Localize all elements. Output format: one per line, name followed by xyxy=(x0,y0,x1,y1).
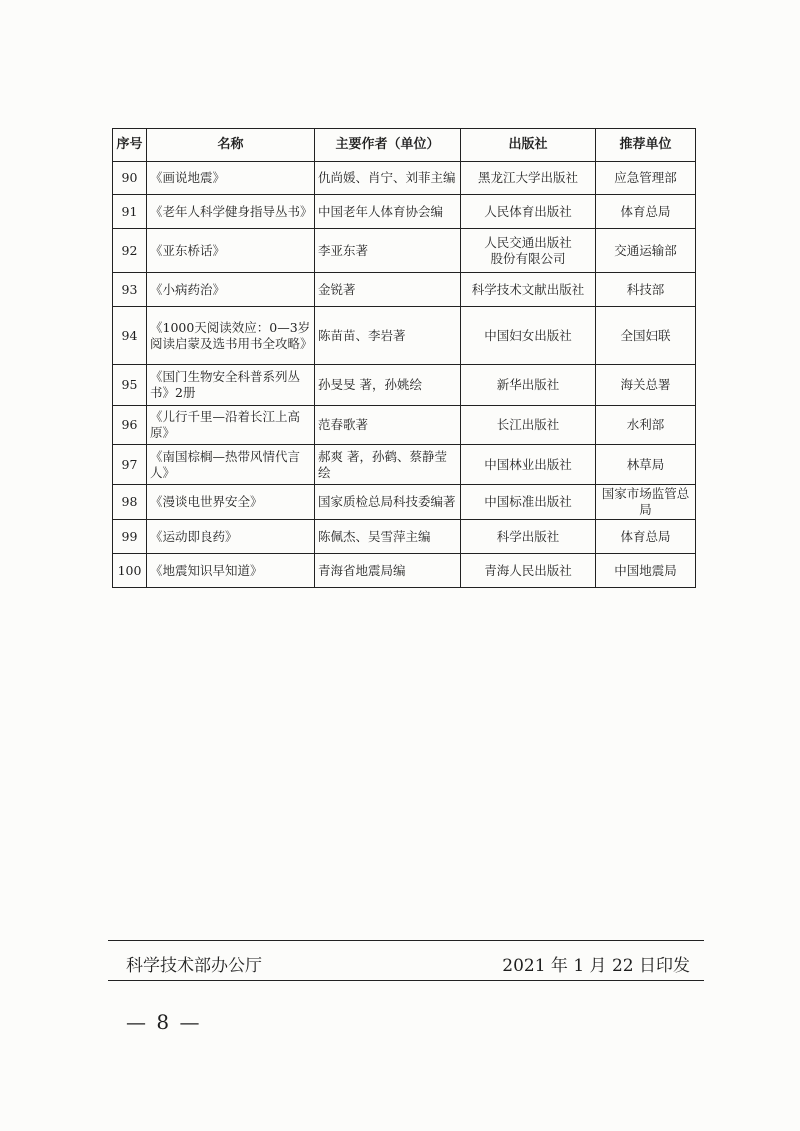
issue-date: 2021 年 1 月 22 日印发 xyxy=(502,956,690,976)
row-publisher: 中国标准出版社 xyxy=(461,485,596,520)
row-publisher: 科学出版社 xyxy=(461,520,596,554)
row-publisher: 人民交通出版社 股份有限公司 xyxy=(461,229,596,273)
table-row xyxy=(113,229,696,273)
row-author: 郝爽 著，孙鹤、蔡静莹绘 xyxy=(315,445,461,485)
row-recommender: 体育总局 xyxy=(596,195,696,229)
row-title: 《国门生物安全科普系列丛书》2册 xyxy=(147,365,315,406)
row-no: 98 xyxy=(113,485,147,520)
book-list-table-container xyxy=(112,128,695,588)
row-no: 100 xyxy=(113,554,147,588)
issuing-office: 科学技术部办公厅 xyxy=(126,956,262,976)
book-list-table xyxy=(112,128,696,588)
footer-divider-top xyxy=(108,940,704,941)
row-author: 金锐著 xyxy=(315,273,461,307)
row-title: 《老年人科学健身指导丛书》 xyxy=(147,195,315,229)
row-title: 《儿行千里—沿着长江上高原》 xyxy=(147,406,315,445)
row-author: 李亚东著 xyxy=(315,229,461,273)
table-row xyxy=(113,520,696,554)
row-recommender: 交通运输部 xyxy=(596,229,696,273)
row-title: 《漫谈电世界安全》 xyxy=(147,485,315,520)
row-publisher: 中国妇女出版社 xyxy=(461,307,596,365)
table-row xyxy=(113,445,696,485)
row-title: 《地震知识早知道》 xyxy=(147,554,315,588)
row-recommender: 科技部 xyxy=(596,273,696,307)
table-row xyxy=(113,273,696,307)
row-publisher: 黑龙江大学出版社 xyxy=(461,162,596,195)
row-no: 95 xyxy=(113,365,147,406)
row-no: 92 xyxy=(113,229,147,273)
row-no: 96 xyxy=(113,406,147,445)
row-title: 《1000天阅读效应：0—3岁阅读启蒙及选书用书全攻略》 xyxy=(147,307,315,365)
row-recommender: 海关总署 xyxy=(596,365,696,406)
row-recommender: 林草局 xyxy=(596,445,696,485)
table-row xyxy=(113,162,696,195)
row-no: 91 xyxy=(113,195,147,229)
row-recommender: 中国地震局 xyxy=(596,554,696,588)
table-row xyxy=(113,406,696,445)
row-title: 《小病药治》 xyxy=(147,273,315,307)
header-publisher: 出版社 xyxy=(461,129,596,162)
row-recommender: 全国妇联 xyxy=(596,307,696,365)
header-author: 主要作者（单位） xyxy=(315,129,461,162)
row-no: 93 xyxy=(113,273,147,307)
row-recommender: 水利部 xyxy=(596,406,696,445)
row-author: 中国老年人体育协会编 xyxy=(315,195,461,229)
footer-divider-bottom xyxy=(108,980,704,981)
row-author: 孙旻旻 著，孙姚绘 xyxy=(315,365,461,406)
table-row xyxy=(113,307,696,365)
row-publisher: 青海人民出版社 xyxy=(461,554,596,588)
row-author: 国家质检总局科技委编著 xyxy=(315,485,461,520)
row-title: 《亚东桥话》 xyxy=(147,229,315,273)
row-no: 90 xyxy=(113,162,147,195)
page-number: — 8 — xyxy=(126,1010,202,1034)
table-row xyxy=(113,365,696,406)
row-author: 陈佩杰、吴雪萍主编 xyxy=(315,520,461,554)
row-publisher: 科学技术文献出版社 xyxy=(461,273,596,307)
header-no: 序号 xyxy=(113,129,147,162)
row-no: 97 xyxy=(113,445,147,485)
row-no: 94 xyxy=(113,307,147,365)
table-row xyxy=(113,195,696,229)
row-recommender: 国家市场监管总局 xyxy=(596,485,696,520)
row-author: 陈苗苗、李岩著 xyxy=(315,307,461,365)
table-header-row xyxy=(113,129,696,162)
row-publisher: 长江出版社 xyxy=(461,406,596,445)
table-row xyxy=(113,554,696,588)
row-author: 范春歌著 xyxy=(315,406,461,445)
row-title: 《画说地震》 xyxy=(147,162,315,195)
row-recommender: 体育总局 xyxy=(596,520,696,554)
header-title: 名称 xyxy=(147,129,315,162)
row-publisher: 人民体育出版社 xyxy=(461,195,596,229)
table-row xyxy=(113,485,696,520)
row-author: 仇尚媛、肖宁、刘菲主编 xyxy=(315,162,461,195)
row-publisher: 中国林业出版社 xyxy=(461,445,596,485)
row-author: 青海省地震局编 xyxy=(315,554,461,588)
row-publisher: 新华出版社 xyxy=(461,365,596,406)
row-no: 99 xyxy=(113,520,147,554)
row-title: 《南国棕榈—热带风情代言人》 xyxy=(147,445,315,485)
header-recommender: 推荐单位 xyxy=(596,129,696,162)
row-recommender: 应急管理部 xyxy=(596,162,696,195)
row-title: 《运动即良药》 xyxy=(147,520,315,554)
